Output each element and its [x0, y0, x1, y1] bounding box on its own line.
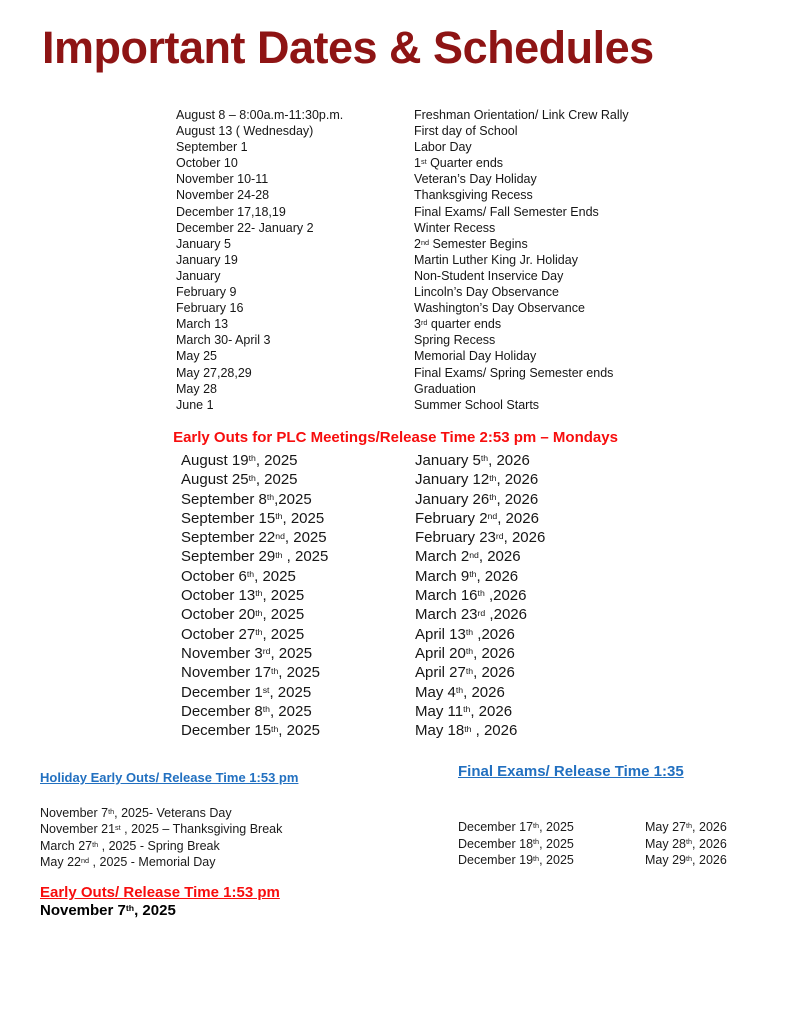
schedule-row — [176, 252, 629, 268]
schedule-date: February 16 — [176, 301, 244, 316]
holiday-early-outs-section — [40, 770, 298, 870]
schedule-date: February 9 — [176, 285, 237, 300]
schedule-event: Thanksgiving Recess — [414, 188, 533, 203]
schedule-date: December 17,18,19 — [176, 204, 286, 219]
schedule-event: Veteran’s Day Holiday — [414, 172, 537, 187]
plc-date: November 3rd, 2025 — [181, 644, 313, 662]
plc-date: September 8th,2025 — [181, 490, 312, 508]
final-exam-row — [458, 836, 727, 853]
schedule-row — [176, 365, 629, 381]
schedule-event: Spring Recess — [414, 333, 496, 348]
final-exam-spring-date: May 28th, 2026 — [645, 836, 727, 851]
schedule-event: Final Exams/ Spring Semester ends — [414, 365, 614, 380]
schedule-event: Lincoln’s Day Observance — [414, 285, 559, 300]
plc-date: November 17th, 2025 — [181, 664, 321, 682]
plc-date: January 5th, 2026 — [415, 452, 530, 469]
final-exam-spring-date: May 29th, 2026 — [645, 853, 727, 867]
schedule-row — [176, 171, 629, 187]
schedule-event: Martin Luther King Jr. Holiday — [414, 252, 578, 267]
final-exam-row — [458, 852, 727, 869]
plc-date: September 15th, 2025 — [181, 509, 325, 527]
schedule-row — [176, 348, 629, 364]
schedule-event: Winter Recess — [414, 220, 496, 235]
schedule-event: Final Exams/ Fall Semester Ends — [414, 204, 599, 219]
schedule-event: 1st Quarter ends — [414, 156, 504, 171]
final-exams-heading: Final Exams/ Release Time 1:35 — [458, 763, 684, 780]
plc-date: April 27th, 2026 — [415, 664, 515, 682]
schedule-row — [176, 220, 629, 236]
schedule-row — [176, 397, 629, 413]
plc-date: October 20th, 2025 — [181, 606, 305, 624]
final-exams-table — [458, 819, 727, 869]
plc-date: March 9th, 2026 — [415, 567, 519, 585]
schedule-row — [176, 300, 629, 316]
final-exam-fall-date: December 17th, 2025 — [458, 820, 574, 834]
schedule-row — [176, 107, 629, 123]
plc-date: December 15th, 2025 — [181, 722, 321, 740]
early-outs-date: November 7th, 2025 — [40, 902, 176, 919]
schedule-date: November 10-11 — [176, 172, 269, 187]
schedule-date: May 27,28,29 — [176, 365, 252, 380]
schedule-date: May 25 — [176, 349, 217, 364]
schedule-date: January 19 — [176, 252, 238, 267]
schedule-date: January — [176, 268, 221, 283]
schedule-event: Labor Day — [414, 140, 472, 155]
schedule-date: November 24-28 — [176, 188, 270, 203]
schedule-event: Summer School Starts — [414, 397, 540, 412]
plc-date: October 27th, 2025 — [181, 625, 305, 643]
plc-date: March 23rd ,2026 — [415, 606, 527, 624]
plc-date: August 25th, 2025 — [181, 471, 298, 489]
plc-date: May 18th , 2026 — [415, 722, 518, 740]
schedule-row — [176, 316, 629, 332]
schedule-date: August 8 – 8:00a.m-11:30p.m. — [176, 108, 344, 122]
schedule-event: Washington’s Day Observance — [414, 301, 585, 316]
plc-meetings-heading: Early Outs for PLC Meetings/Release Time 2:53 pm – Mondays — [173, 429, 618, 446]
schedule-event: Non-Student Inservice Day — [414, 268, 564, 283]
plc-date: February 2nd, 2026 — [415, 509, 539, 527]
final-exam-fall-date: December 19th, 2025 — [458, 853, 574, 867]
schedule-row — [176, 139, 629, 155]
plc-date: May 4th, 2026 — [415, 683, 505, 701]
holiday-early-out-item: May 22nd , 2025 - Memorial Day — [40, 854, 216, 869]
schedule-event: First day of School — [414, 124, 518, 139]
plc-date: August 19th, 2025 — [181, 452, 298, 469]
schedule-event: 3rd quarter ends — [414, 317, 502, 332]
schedule-event: Freshman Orientation/ Link Crew Rally — [414, 108, 629, 122]
plc-date: January 12th, 2026 — [415, 471, 539, 489]
plc-date: October 6th, 2025 — [181, 567, 296, 585]
schedule-date: March 13 — [176, 317, 229, 332]
plc-date: May 11th, 2026 — [415, 702, 513, 720]
schedule-date: January 5 — [176, 236, 231, 251]
plc-date: February 23rd, 2026 — [415, 529, 546, 547]
schedule-row — [176, 187, 629, 203]
holiday-early-out-item: November 7th, 2025- Veterans Day — [40, 806, 232, 821]
schedule-row — [176, 268, 629, 284]
schedule-date: May 28 — [176, 381, 217, 396]
plc-date: March 2nd, 2026 — [415, 548, 521, 566]
plc-date: September 29th , 2025 — [181, 548, 329, 566]
schedule-date: October 10 — [176, 156, 238, 171]
schedule-row — [176, 155, 629, 171]
schedule-date: March 30- April 3 — [176, 333, 271, 348]
early-outs-section — [40, 884, 280, 919]
final-exam-fall-date: December 18th, 2025 — [458, 836, 574, 851]
plc-date: April 20th, 2026 — [415, 644, 515, 662]
holiday-early-outs-heading: Holiday Early Outs/ Release Time 1:53 pm — [40, 770, 299, 785]
schedule-row — [176, 381, 629, 397]
plc-schedule — [181, 451, 545, 740]
early-outs-heading: Early Outs/ Release Time 1:53 pm — [40, 884, 280, 901]
holiday-early-out-item: November 21st , 2025 – Thanksgiving Break — [40, 822, 283, 837]
page-title: Important Dates & Schedules — [42, 22, 654, 73]
schedule-date: June 1 — [176, 397, 214, 412]
plc-column-fall — [181, 451, 415, 740]
schedule-date: December 22- January 2 — [176, 220, 314, 235]
plc-date: April 13th ,2026 — [415, 625, 515, 643]
schedule-row — [176, 284, 629, 300]
schedule-event: Graduation — [414, 381, 476, 396]
schedule-date: September 1 — [176, 140, 248, 155]
schedule-row — [176, 204, 629, 220]
schedule-row — [176, 332, 629, 348]
schedule-row — [176, 236, 629, 252]
plc-date: January 26th, 2026 — [415, 490, 539, 508]
final-exam-spring-date: May 27th, 2026 — [645, 820, 727, 834]
plc-column-spring — [415, 451, 545, 740]
schedule-event: Memorial Day Holiday — [414, 349, 537, 364]
plc-date: December 8th, 2025 — [181, 702, 312, 720]
final-exams-section — [458, 763, 727, 869]
main-schedule — [176, 107, 629, 413]
plc-date: October 13th, 2025 — [181, 587, 305, 605]
schedule-event: 2nd Semester Begins — [414, 236, 528, 251]
plc-date: March 16th ,2026 — [415, 587, 527, 605]
holiday-early-outs-list — [40, 805, 298, 870]
final-exam-row — [458, 819, 727, 836]
schedule-row — [176, 123, 629, 139]
holiday-early-out-item: March 27th , 2025 - Spring Break — [40, 838, 220, 853]
schedule-date: August 13 ( Wednesday) — [176, 124, 314, 139]
plc-date: September 22nd, 2025 — [181, 529, 327, 547]
plc-date: December 1st, 2025 — [181, 683, 312, 701]
